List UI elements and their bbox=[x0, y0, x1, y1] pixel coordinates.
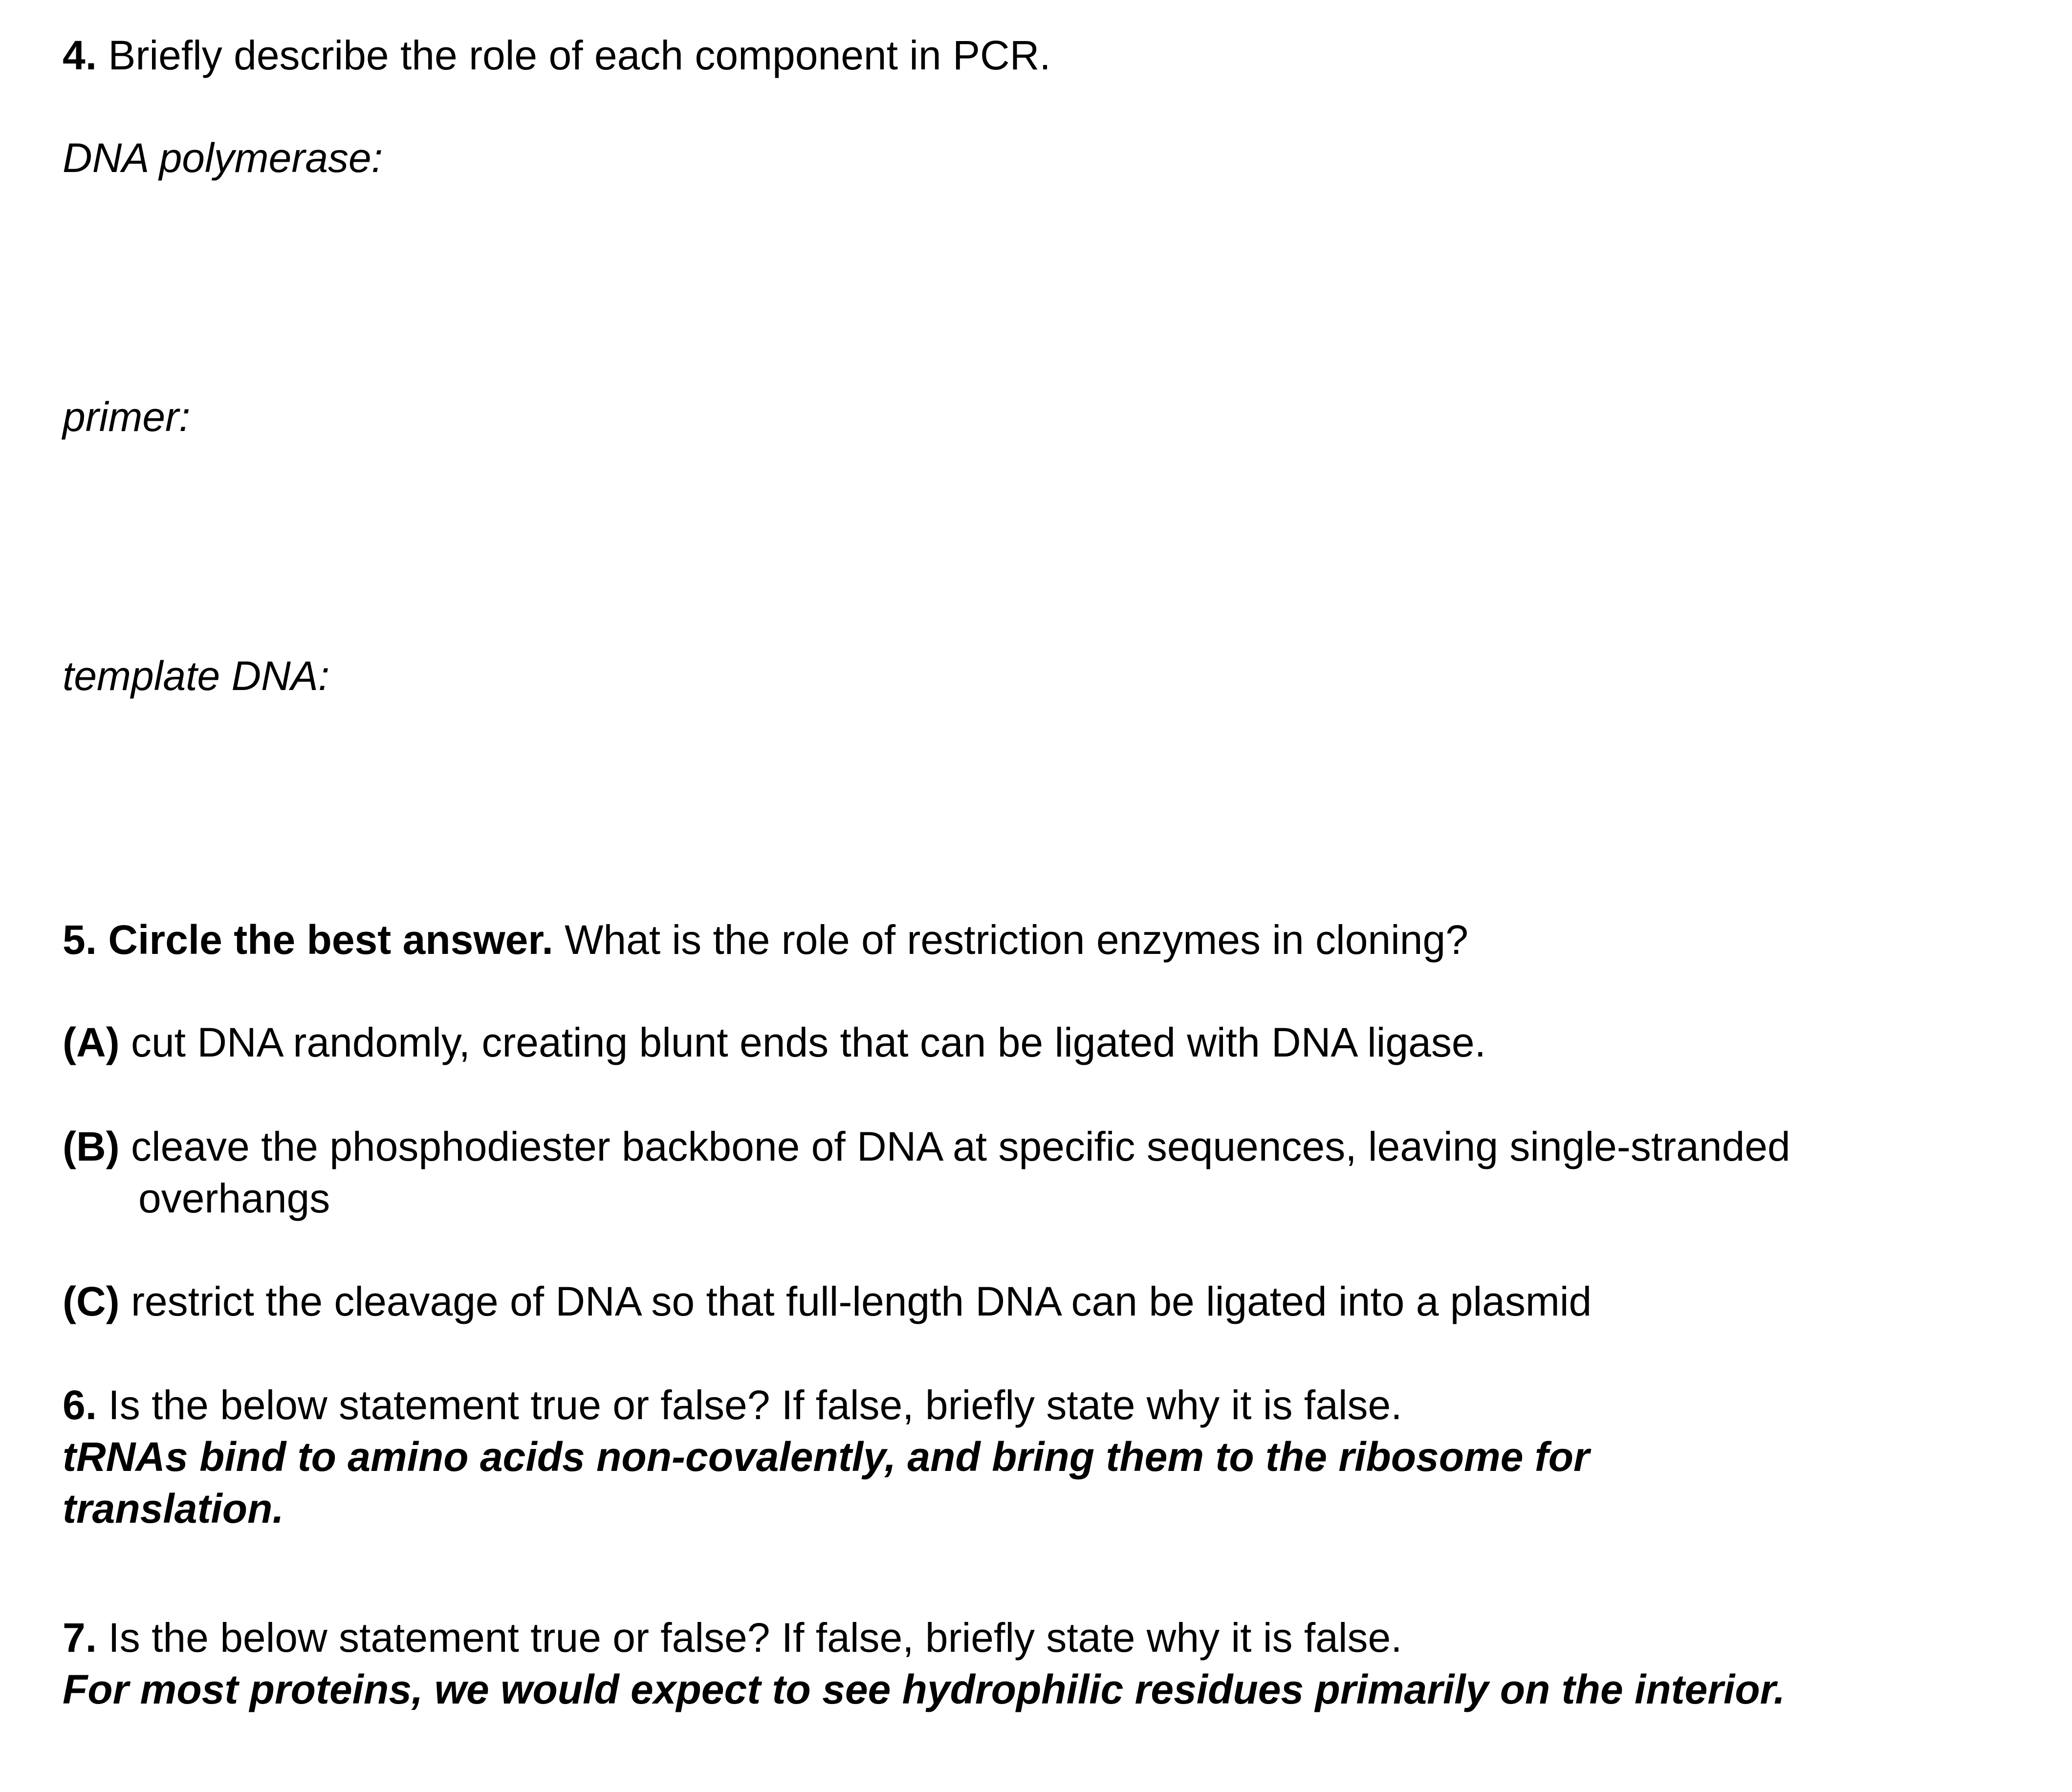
q4-component-dna-polymerase: DNA polymerase: bbox=[63, 135, 383, 181]
q6-statement-line1: tRNAs bind to amino acids non-covalently, and bring them to the ribosome for bbox=[63, 1434, 1590, 1480]
q7-number: 7. bbox=[63, 1615, 97, 1661]
q7-heading bbox=[63, 1612, 1402, 1663]
q5-option-b bbox=[63, 1121, 1790, 1172]
q5-option-b-letter: (B) bbox=[63, 1123, 120, 1169]
q5-option-a-text: cut DNA randomly, creating blunt ends that can be ligated with DNA ligase. bbox=[131, 1019, 1486, 1065]
q5-option-b-text: cleave the phosphodiester backbone of DNA at specific sequences, leaving single-stranded bbox=[131, 1123, 1790, 1169]
q5-option-a bbox=[63, 1016, 1486, 1068]
q5-option-c-letter: (C) bbox=[63, 1278, 120, 1324]
q5-heading bbox=[63, 914, 1468, 966]
q6-number: 6. bbox=[63, 1382, 97, 1428]
q6-statement-line2: translation. bbox=[63, 1486, 284, 1532]
q4-component-primer: primer: bbox=[63, 394, 191, 440]
q4-heading bbox=[63, 29, 1051, 81]
q5-option-c-text: restrict the cleavage of DNA so that full-length DNA can be ligated into a plasmid bbox=[131, 1278, 1592, 1324]
q7-prompt: Is the below statement true or false? If false, briefly state why it is false. bbox=[108, 1615, 1402, 1661]
q6-prompt: Is the below statement true or false? If false, briefly state why it is false. bbox=[108, 1382, 1402, 1428]
q6-heading bbox=[63, 1379, 1402, 1431]
q5-option-b-continuation: overhangs bbox=[138, 1175, 330, 1221]
q7-statement: For most proteins, we would expect to see hydrophilic residues primarily on the interior. bbox=[63, 1666, 1786, 1712]
q4-number: 4. bbox=[63, 32, 97, 78]
q4-component-template-dna: template DNA: bbox=[63, 653, 330, 699]
q4-prompt: Briefly describe the role of each component in PCR. bbox=[108, 32, 1051, 78]
q5-option-c bbox=[63, 1275, 1592, 1327]
q5-option-a-letter: (A) bbox=[63, 1019, 120, 1065]
q5-prompt: What is the role of restriction enzymes in cloning? bbox=[565, 917, 1468, 963]
q5-number: 5. Circle the best answer. bbox=[63, 917, 553, 963]
